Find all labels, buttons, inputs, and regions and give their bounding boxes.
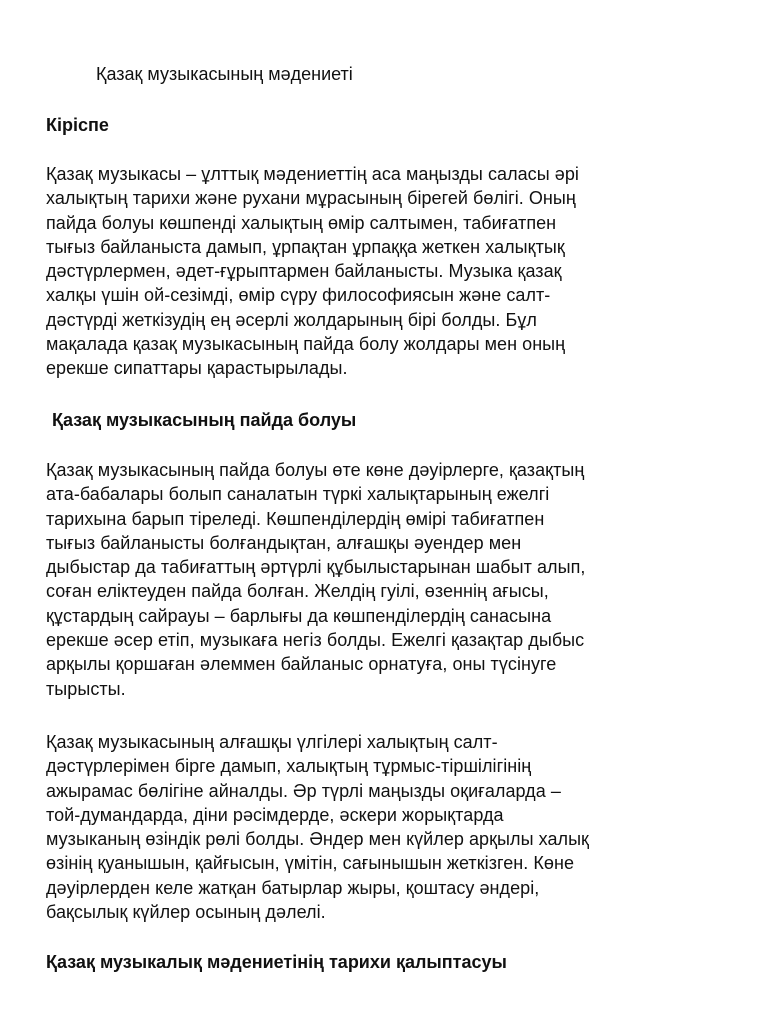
text-line: ата-бабалары болып саналатын түркі халықтарының ежелгі [46, 484, 550, 505]
text-line: дәстүрлермен, әдет-ғұрыптармен байланысты. Музыка қазақ [46, 261, 562, 282]
paragraph-origin-2 [46, 730, 730, 924]
text-line: ерекше әсер етіп, музыкаға негіз болды. Ежелгі қазақтар дыбыс [46, 630, 585, 651]
text-line: тарихына барып тіреледі. Көшпенділердің өмірі табиғатпен [46, 508, 545, 529]
text-line: музыканың өзіндік рөлі болды. Әндер мен күйлер арқылы халық [46, 829, 589, 850]
paragraph-origin-1 [46, 458, 730, 701]
text-line: дәстүрлерімен бірге дамып, халықтың тұрмыс-тіршілігінің [46, 756, 532, 777]
text-line: тырысты. [46, 678, 126, 699]
text-line: халықтың тарихи және рухани мұрасының бірегей бөлігі. Оның [46, 188, 576, 209]
text-line: тығыз байланыста дамып, ұрпақтан ұрпаққа жеткен халықтық [46, 236, 565, 257]
text-line: мақалада қазақ музыкасының пайда болу жолдары мен оның [46, 334, 566, 355]
paragraph-intro [46, 162, 730, 381]
section-heading-history: Қазақ музыкалық мәдениетінің тарихи қалыптасуы [46, 952, 507, 972]
text-line: соған еліктеуден пайда болған. Желдің гуілі, өзеннің ағысы, [46, 581, 549, 602]
text-line: бақсылық күйлер осының дәлелі. [46, 902, 326, 923]
text-line: Қазақ музыкасы – ұлттық мәдениеттің аса маңызды саласы әрі [46, 164, 579, 184]
text-line: пайда болуы көшпенді халықтың өмір салтымен, табиғатпен [46, 212, 557, 233]
text-line: дыбыстар да табиғаттың әртүрлі құбылыстарынан шабыт алып, [46, 557, 586, 578]
section-heading-origin: Қазақ музыкасының пайда болуы [52, 410, 357, 430]
text-line: ажырамас бөлігіне айналды. Әр түрлі маңызды оқиғаларда – [46, 780, 561, 801]
text-line: тығыз байланысты болғандықтан, алғашқы әуендер мен [46, 532, 522, 553]
text-line: дәстүрді жеткізудің ең әсерлі жолдарының бірі болды. Бұл [46, 309, 537, 330]
section-heading-intro: Кіріспе [46, 115, 109, 135]
text-line: құстардың сайрауы – барлығы да көшпенділердің санасына [46, 605, 552, 626]
document-title: Қазақ музыкасының мәдениеті [96, 64, 353, 84]
text-line: дәуірлерден келе жатқан батырлар жыры, қоштасу әндері, [46, 877, 540, 898]
text-line: Қазақ музыкасының пайда болуы өте көне дәуірлерге, қазақтың [46, 460, 585, 480]
text-line: халқы үшін ой-сезімді, өмір сүру философиясын және салт- [46, 285, 551, 306]
text-line: өзінің қуанышын, қайғысын, үмітін, сағынышын жеткізген. Көне [46, 853, 575, 874]
text-line: ерекше сипаттары қарастырылады. [46, 358, 348, 379]
text-line: Қазақ музыкасының алғашқы үлгілері халықтың салт- [46, 732, 498, 752]
text-line: арқылы қоршаған әлеммен байланыс орнатуға, оны түсінуге [46, 654, 557, 675]
text-line: той-думандарда, діни рәсімдерде, әскери жорықтарда [46, 804, 504, 825]
